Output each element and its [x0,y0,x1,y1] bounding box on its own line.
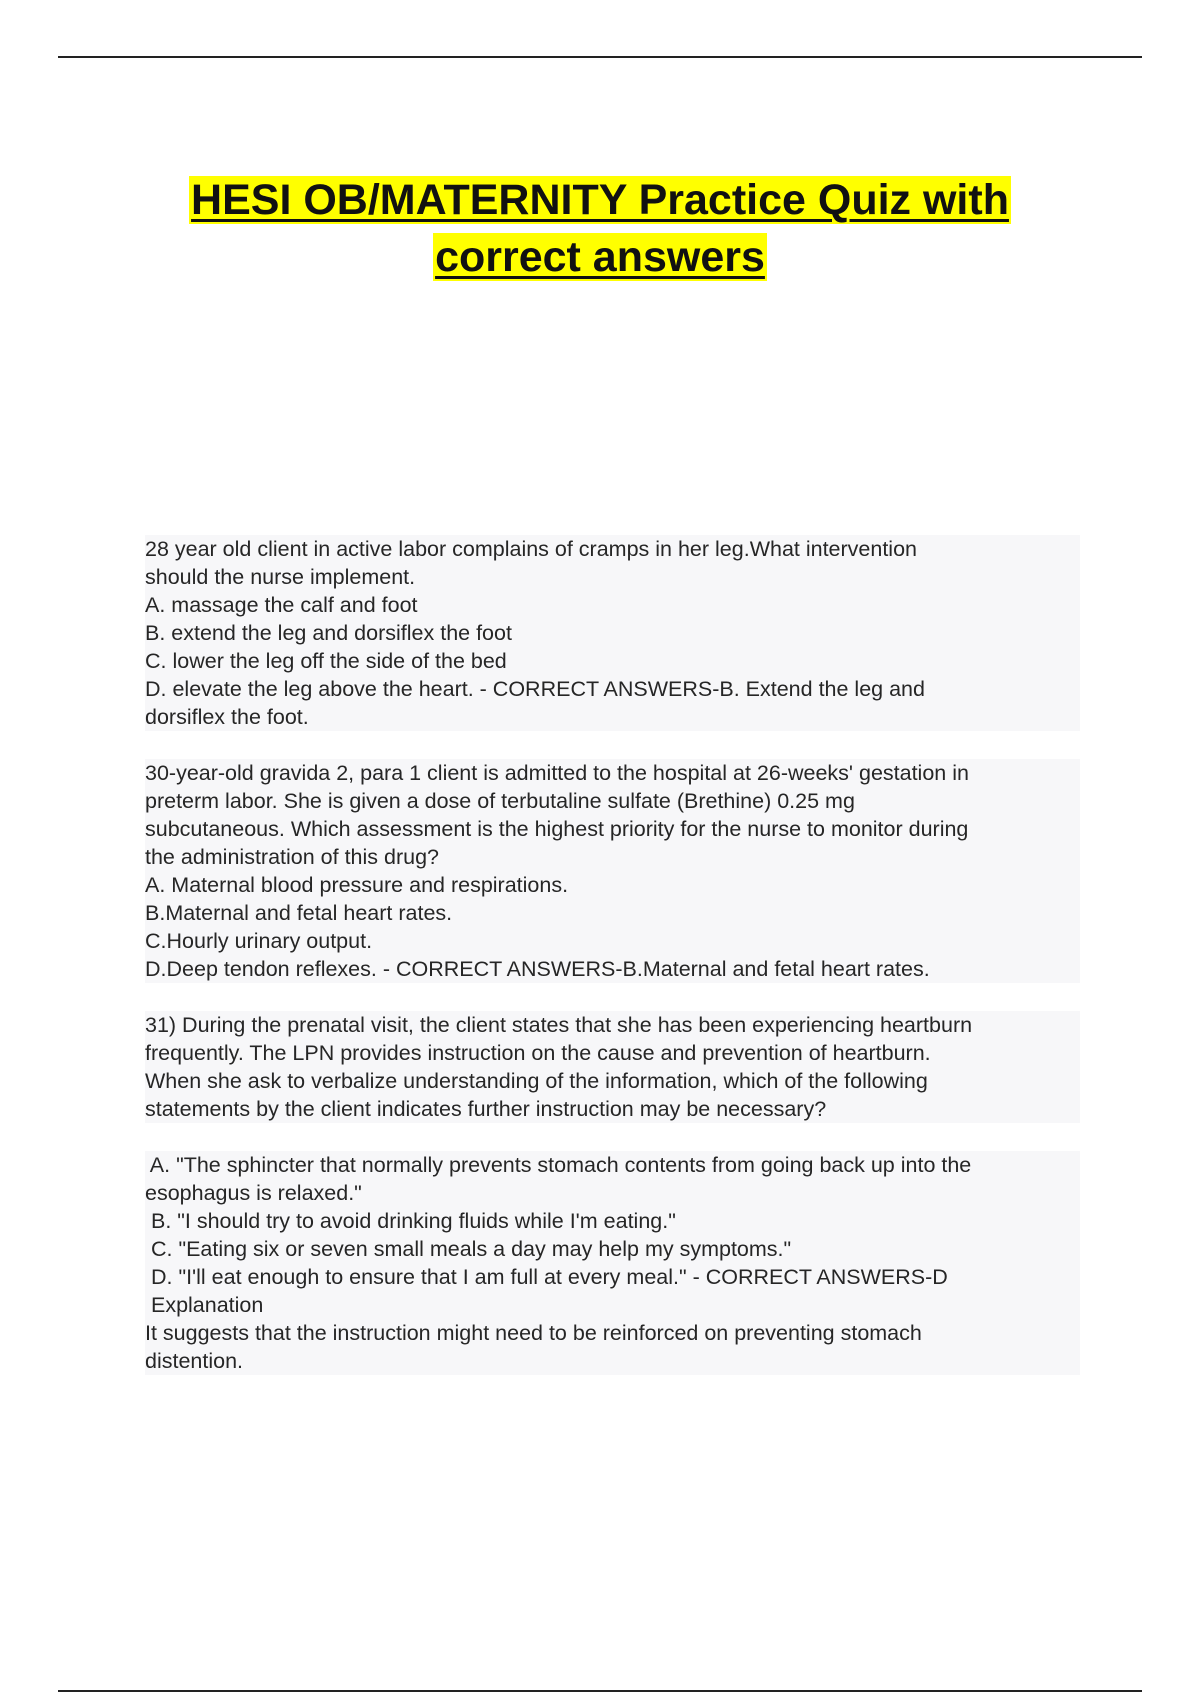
document-title [100,172,1100,286]
question-2-stem-line-1: 30-year-old gravida 2, para 1 client is admitted to the hospital at 26-weeks' gestation in [145,761,969,785]
question-3-stem [145,1011,1080,1123]
question-3-explanation-label: Explanation [145,1293,264,1317]
question-3-stem-line-1: 31) During the prenatal visit, the client states that she has been experiencing heartburn [145,1013,973,1037]
question-3-stem-line-3: When she ask to verbalize understanding of the information, which of the following [145,1069,928,1093]
question-2-stem-line-4: the administration of this drug? [145,845,439,869]
quiz-content [145,535,1080,1375]
question-3-option-b: B. "I should try to avoid drinking fluids while I'm eating." [145,1209,676,1233]
question-3-option-a: A. "The sphincter that normally prevents stomach contents from going back up into the [145,1153,972,1177]
question-3-option-a-continued: esophagus is relaxed." [145,1181,362,1205]
question-2-option-a: A. Maternal blood pressure and respirations. [145,873,569,897]
question-1-option-c: C. lower the leg off the side of the bed [145,649,507,673]
question-1-stem-line-2: should the nurse implement. [145,565,416,589]
question-3-option-d: D. "I'll eat enough to ensure that I am full at every meal." - CORRECT ANSWERS-D [145,1265,948,1289]
question-1 [145,535,1080,731]
question-3-explanation-line-2: distention. [145,1349,244,1373]
question-3-explanation-line-1: It suggests that the instruction might need to be reinforced on preventing stomach [145,1321,922,1345]
question-1-answer-continued: dorsiflex the foot. [145,705,309,729]
question-1-option-b: B. extend the leg and dorsiflex the foot [145,621,512,645]
question-2 [145,759,1080,983]
question-2-stem-line-3: subcutaneous. Which assessment is the highest priority for the nurse to monitor during [145,817,969,841]
question-3-option-c: C. "Eating six or seven small meals a day may help my symptoms." [145,1237,792,1261]
top-rule [58,56,1142,58]
question-3-stem-line-2: frequently. The LPN provides instruction on the cause and prevention of heartburn. [145,1041,931,1065]
question-2-option-d: D.Deep tendon reflexes. - CORRECT ANSWERS-B.Maternal and fetal heart rates. [145,957,930,981]
title-line-2: correct answers [435,233,765,281]
question-1-option-a: A. massage the calf and foot [145,593,418,617]
title-line-1: HESI OB/MATERNITY Practice Quiz with [191,176,1009,224]
bottom-rule [58,1690,1142,1692]
question-3-options [145,1151,1080,1375]
question-1-option-d: D. elevate the leg above the heart. - CORRECT ANSWERS-B. Extend the leg and [145,677,925,701]
question-3-stem-line-4: statements by the client indicates further instruction may be necessary? [145,1097,827,1121]
question-2-stem-line-2: preterm labor. She is given a dose of terbutaline sulfate (Brethine) 0.25 mg [145,789,855,813]
question-1-stem-line-1: 28 year old client in active labor complains of cramps in her leg.What intervention [145,537,917,561]
question-2-option-c: C.Hourly urinary output. [145,929,373,953]
question-2-option-b: B.Maternal and fetal heart rates. [145,901,453,925]
